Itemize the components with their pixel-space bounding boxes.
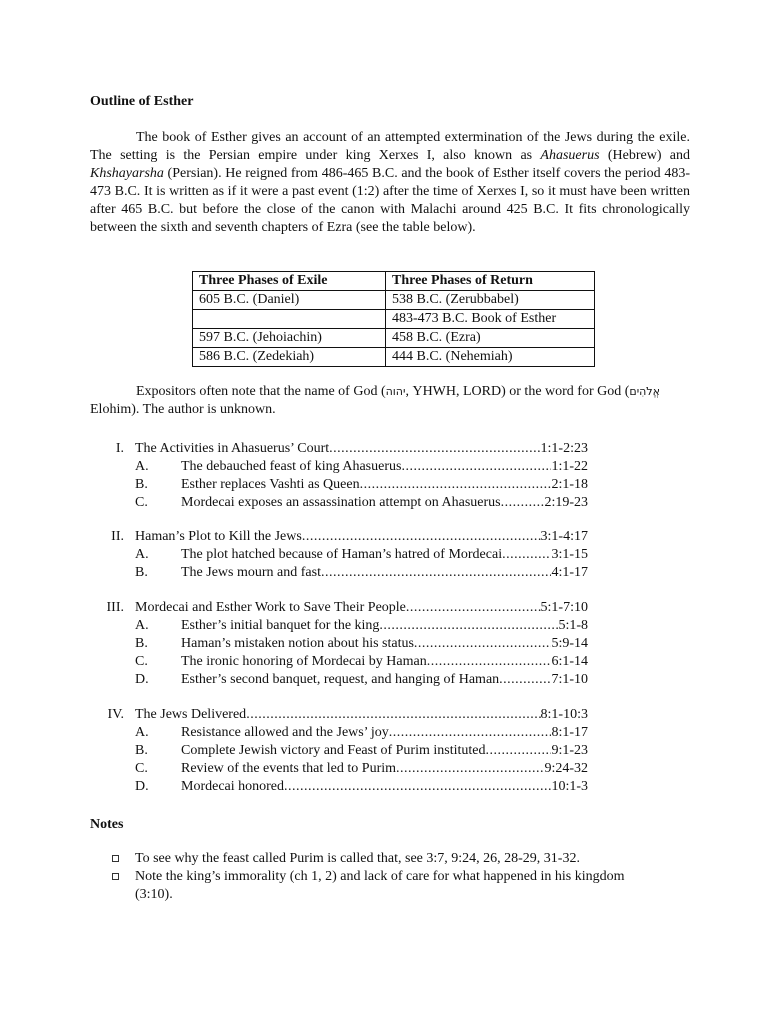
- outline-subitem-ref: 2:1-18: [551, 477, 588, 492]
- outline-numeral: IV.: [107, 707, 124, 722]
- table-cell: 538 B.C. (Zerubbabel): [386, 291, 595, 310]
- outline-subitem-entry: [181, 458, 588, 476]
- table-row: [193, 348, 595, 367]
- document-title: Outline of Esther: [90, 94, 194, 109]
- outline-subitem-ref: 5:1-8: [558, 618, 588, 633]
- outline-subitem-ref: 6:1-14: [551, 654, 588, 669]
- outline-subitem-text: The ironic honoring of Mordecai by Haman: [181, 654, 427, 669]
- outline-subitem-ref: 4:1-17: [551, 565, 588, 580]
- outline-subitem-ref: 9:1-23: [551, 743, 588, 758]
- outline-subitem-entry: [181, 760, 588, 778]
- outline-subitem-entry: [181, 635, 588, 653]
- outline-subitem-letter: A.: [135, 725, 149, 740]
- notes-heading: Notes: [90, 817, 124, 832]
- outline-section-title: Haman’s Plot to Kill the Jews: [135, 529, 302, 544]
- leader-dots: [329, 440, 540, 458]
- outline-section-title: The Jews Delivered: [135, 707, 247, 722]
- outline-subitem-text: Complete Jewish victory and Feast of Purim instituted: [181, 743, 486, 758]
- outline-section-entry: [135, 599, 588, 617]
- leader-dots: [502, 546, 551, 564]
- checkbox-bullet-icon: [112, 873, 119, 880]
- outline-subitem-text: Esther’s initial banquet for the king: [181, 618, 380, 633]
- table-header-exile: Three Phases of Exile: [193, 272, 386, 291]
- outline-subitem-letter: A.: [135, 547, 149, 562]
- leader-dots: [501, 494, 545, 512]
- table-cell: 458 B.C. (Ezra): [386, 329, 595, 348]
- table-cell: 483-473 B.C. Book of Esther: [386, 310, 595, 329]
- note-text: Note the king’s immorality (ch 1, 2) and lack of care for what happened in his kingdom (3:10).: [135, 869, 625, 902]
- outline-section-title: The Activities in Ahasuerus’ Court: [135, 441, 330, 456]
- leader-dots: [321, 564, 551, 582]
- hebrew-yhwh: יהוה: [385, 385, 406, 398]
- table-cell: 597 B.C. (Jehoiachin): [193, 329, 386, 348]
- outline-subitem-text: Review of the events that led to Purim: [181, 761, 397, 776]
- note-text: To see why the feast called Purim is called that, see 3:7, 9:24, 26, 28-29, 31-32.: [135, 851, 580, 866]
- outline-subitem-entry: [181, 778, 588, 796]
- outline-subitem-text: Esther replaces Vashti as Queen: [181, 477, 360, 492]
- outline-subitem-entry: [181, 671, 588, 689]
- outline-subitem-entry: [181, 564, 588, 582]
- intro-text-2: (Hebrew) and: [599, 148, 690, 163]
- outline-subitem-text: Esther’s second banquet, request, and hanging of Haman: [181, 672, 500, 687]
- outline-section-entry: [135, 706, 588, 724]
- table-cell: 605 B.C. (Daniel): [193, 291, 386, 310]
- outline-numeral: I.: [115, 441, 124, 456]
- outline-section-ref: 8:1-10:3: [540, 707, 588, 722]
- outline-subitem-entry: [181, 724, 588, 742]
- outline-section-title: Mordecai and Esther Work to Save Their People: [135, 600, 406, 615]
- outline-section-ref: 1:1-2:23: [540, 441, 588, 456]
- outline-subitem-letter: B.: [135, 743, 148, 758]
- table-cell: 586 B.C. (Zedekiah): [193, 348, 386, 367]
- leader-dots: [499, 671, 551, 689]
- leader-dots: [396, 760, 544, 778]
- outline-section-entry: [135, 440, 588, 458]
- outline-subitem-letter: B.: [135, 477, 148, 492]
- table-row: [193, 291, 595, 310]
- outline-subitem-letter: A.: [135, 459, 149, 474]
- outline-subitem-text: The Jews mourn and fast: [181, 565, 321, 580]
- table-row: [193, 329, 595, 348]
- outline-numeral: III.: [106, 600, 124, 615]
- intro-text-1: The book of Esther gives an account of an attempted extermination of the Jews during the exile. The setting is the Persian empire under king Xerxes I, also known as: [90, 130, 690, 163]
- outline-subitem-text: Mordecai honored: [181, 779, 285, 794]
- outline-subitem-entry: [181, 617, 588, 635]
- outline-subitem-ref: 7:1-10: [551, 672, 588, 687]
- outline-subitem-entry: [181, 494, 588, 512]
- outline-subitem-text: Resistance allowed and the Jews’ joy: [181, 725, 389, 740]
- outline-section-entry: [135, 528, 588, 546]
- leader-dots: [401, 458, 551, 476]
- outline-subitem-ref: 5:9-14: [551, 636, 588, 651]
- intro-italic-khshayarsha: Khshayarsha: [90, 166, 164, 181]
- outline-subitem-text: Haman’s mistaken notion about his status: [181, 636, 414, 651]
- table-row: [193, 310, 595, 329]
- outline-subitem-ref: 1:1-22: [551, 459, 588, 474]
- outline-subitem-entry: [181, 546, 588, 564]
- expositors-text-1: Expositors often note that the name of God (: [136, 384, 386, 399]
- phases-table: [192, 271, 595, 367]
- leader-dots: [246, 706, 540, 724]
- outline-subitem-letter: B.: [135, 565, 148, 580]
- outline-subitem-ref: 8:1-17: [551, 725, 588, 740]
- outline-subitem-ref: 10:1-3: [551, 779, 588, 794]
- leader-dots: [485, 742, 551, 760]
- outline-subitem-text: The debauched feast of king Ahasuerus: [181, 459, 402, 474]
- leader-dots: [360, 476, 552, 494]
- intro-paragraph: [90, 129, 690, 237]
- table-header-row: [193, 272, 595, 291]
- outline-subitem-letter: C.: [135, 761, 148, 776]
- expositors-text-3: Elohim). The author is unknown.: [90, 402, 276, 417]
- outline-subitem-letter: D.: [135, 672, 149, 687]
- outline-subitem-entry: [181, 742, 588, 760]
- intro-italic-ahasuerus: Ahasuerus: [540, 148, 600, 163]
- leader-dots: [414, 635, 552, 653]
- outline-subitem-text: The plot hatched because of Haman’s hatred of Mordecai: [181, 547, 503, 562]
- leader-dots: [302, 528, 541, 546]
- outline-subitem-letter: A.: [135, 618, 149, 633]
- table-header-return: Three Phases of Return: [386, 272, 595, 291]
- leader-dots: [427, 653, 552, 671]
- outline-subitem-letter: B.: [135, 636, 148, 651]
- outline-subitem-text: Mordecai exposes an assassination attempt on Ahasuerus: [181, 495, 501, 510]
- expositors-text-2: , YHWH, LORD) or the word for God (: [405, 384, 630, 399]
- outline-subitem-ref: 9:24-32: [544, 761, 588, 776]
- leader-dots: [389, 724, 552, 742]
- outline-numeral: II.: [111, 529, 124, 544]
- outline-subitem-letter: D.: [135, 779, 149, 794]
- leader-dots: [284, 778, 551, 796]
- outline-section-ref: 5:1-7:10: [540, 600, 588, 615]
- outline-subitem-entry: [181, 476, 588, 494]
- expositors-paragraph: [90, 383, 690, 419]
- outline-subitem-ref: 3:1-15: [551, 547, 588, 562]
- leader-dots: [406, 599, 541, 617]
- checkbox-bullet-icon: [112, 855, 119, 862]
- outline-subitem-ref: 2:19-23: [544, 495, 588, 510]
- table-cell: [193, 310, 386, 329]
- intro-text-3: (Persian). He reigned from 486-465 B.C. and the book of Esther itself covers the period 483-473 B.C. It is written as if it were a past event (1:2) after the time of Xerxes I, so it must have been written after 465 B.C. but before the close of the canon with Malachi around 425 B.C. It fits chronologically between the sixth and seventh chapters of Ezra (see the table below).: [90, 166, 690, 235]
- outline-section-ref: 3:1-4:17: [540, 529, 588, 544]
- outline-subitem-letter: C.: [135, 495, 148, 510]
- outline-subitem-letter: C.: [135, 654, 148, 669]
- hebrew-elohim: אֱלֹהִים: [629, 385, 660, 398]
- table-cell: 444 B.C. (Nehemiah): [386, 348, 595, 367]
- outline-subitem-entry: [181, 653, 588, 671]
- leader-dots: [379, 617, 558, 635]
